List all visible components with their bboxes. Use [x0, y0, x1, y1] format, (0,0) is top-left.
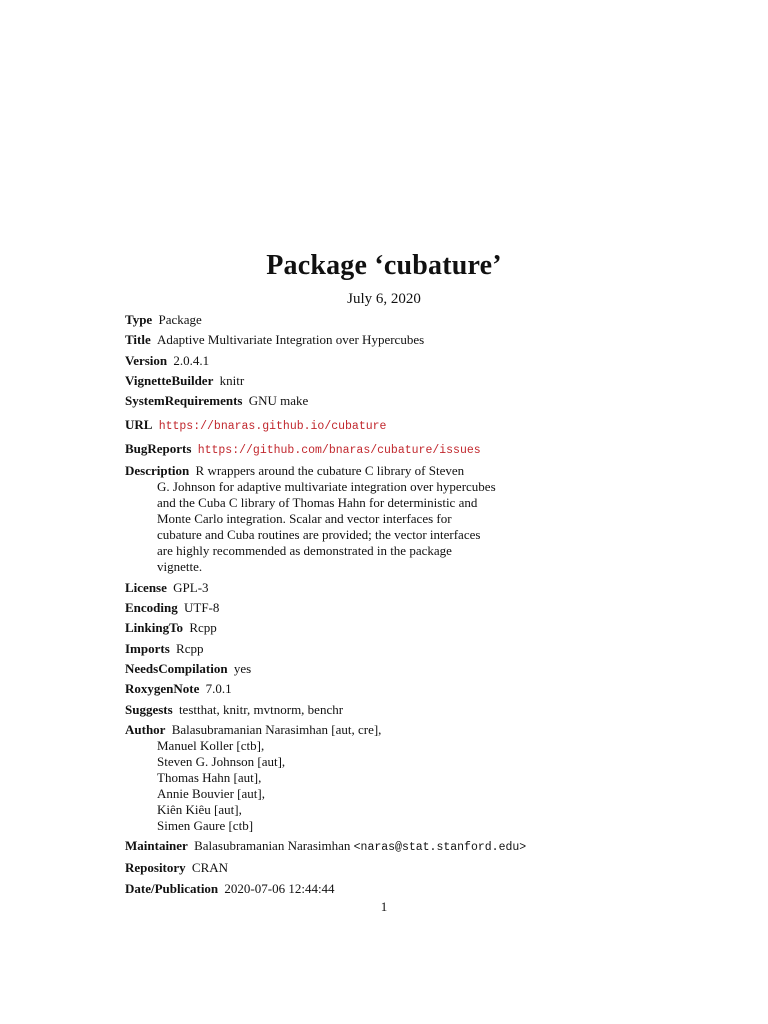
- author-line: Thomas Hahn [aut],: [157, 769, 262, 785]
- description-line: vignette.: [157, 559, 203, 575]
- field-key: NeedsCompilation: [125, 660, 228, 676]
- description-line: and the Cuba C library of Thomas Hahn for deterministic and: [157, 495, 478, 511]
- description-line: are highly recommended as demonstrated in the package: [157, 543, 452, 559]
- field-value: knitr: [219, 372, 245, 388]
- description-line: R wrappers around the cubature C library of Steven: [195, 463, 465, 479]
- author-line: Kiên Kiêu [aut],: [157, 801, 242, 817]
- field-type: [125, 312, 645, 328]
- field-date-publication: [125, 881, 645, 897]
- field-linking-to: [125, 620, 645, 636]
- field-value: testthat, knitr, mvtnorm, benchr: [178, 701, 344, 717]
- author-line: Simen Gaure [ctb]: [157, 817, 254, 833]
- description-line: Monte Carlo integration. Scalar and vector interfaces for: [157, 511, 452, 527]
- field-key: Suggests: [125, 701, 173, 717]
- field-needs-compilation: [125, 661, 645, 677]
- field-repository: [125, 860, 645, 876]
- field-key: Title: [125, 332, 151, 348]
- field-encoding: [125, 600, 645, 616]
- field-title: [125, 332, 645, 348]
- field-value: 7.0.1: [205, 681, 232, 697]
- field-value: 2020-07-06 12:44:44: [224, 880, 335, 896]
- maintainer-name: Balasubramanian Narasimhan: [194, 838, 351, 854]
- field-key: Date/Publication: [125, 880, 219, 896]
- field-key: RoxygenNote: [125, 681, 200, 697]
- bug-reports-link[interactable]: https://github.com/bnaras/cubature/issues: [197, 444, 481, 458]
- field-key: SystemRequirements: [125, 393, 243, 409]
- field-key: Version: [125, 352, 168, 368]
- field-maintainer: [125, 838, 645, 856]
- field-imports: [125, 641, 645, 657]
- field-version: [125, 353, 645, 369]
- field-key: VignetteBuilder: [125, 372, 214, 388]
- page-number: 1: [380, 899, 388, 914]
- field-key: Encoding: [125, 600, 178, 616]
- field-key: Author: [125, 721, 166, 737]
- field-key: Imports: [125, 640, 170, 656]
- field-key: License: [125, 579, 167, 595]
- field-value: UTF-8: [184, 600, 220, 616]
- field-value: Rcpp: [176, 640, 204, 656]
- description-line: cubature and Cuba routines are provided; the vector interfaces: [157, 527, 481, 543]
- field-key: LinkingTo: [125, 620, 184, 636]
- field-suggests: [125, 702, 645, 718]
- field-key: Type: [125, 312, 153, 327]
- field-author: [125, 722, 645, 834]
- field-value: GNU make: [248, 393, 309, 409]
- field-roxygen-note: [125, 681, 645, 697]
- author-line: Annie Bouvier [aut],: [157, 785, 265, 801]
- field-value: yes: [233, 660, 252, 676]
- package-title: Package ‘cubature’: [266, 250, 502, 281]
- field-license: [125, 580, 645, 596]
- field-key: Repository: [125, 860, 186, 876]
- field-description: [125, 463, 645, 575]
- description-fields: [125, 312, 645, 901]
- package-date: July 6, 2020: [347, 291, 421, 307]
- url-link[interactable]: https://bnaras.github.io/cubature: [158, 420, 387, 434]
- field-bug-reports: [125, 441, 645, 459]
- author-line: Steven G. Johnson [aut],: [157, 753, 286, 769]
- field-value: Adaptive Multivariate Integration over Hypercubes: [157, 332, 425, 348]
- field-value: 2.0.4.1: [173, 352, 210, 368]
- author-line: Manuel Koller [ctb],: [157, 737, 265, 753]
- field-key: Description: [125, 463, 190, 479]
- field-value: Package: [158, 312, 202, 327]
- field-key: Maintainer: [125, 838, 188, 854]
- field-value: GPL-3: [173, 579, 209, 595]
- maintainer-email[interactable]: <naras@stat.stanford.edu>: [353, 841, 527, 855]
- field-vignette-builder: [125, 373, 645, 389]
- field-key: BugReports: [125, 441, 192, 457]
- description-line: G. Johnson for adaptive multivariate integration over hypercubes: [157, 479, 496, 495]
- field-key: URL: [125, 417, 153, 433]
- field-value: CRAN: [191, 860, 229, 876]
- author-line: Balasubramanian Narasimhan [aut, cre],: [171, 721, 382, 737]
- field-system-requirements: [125, 393, 645, 409]
- field-value: Rcpp: [189, 620, 217, 636]
- field-url: [125, 417, 645, 435]
